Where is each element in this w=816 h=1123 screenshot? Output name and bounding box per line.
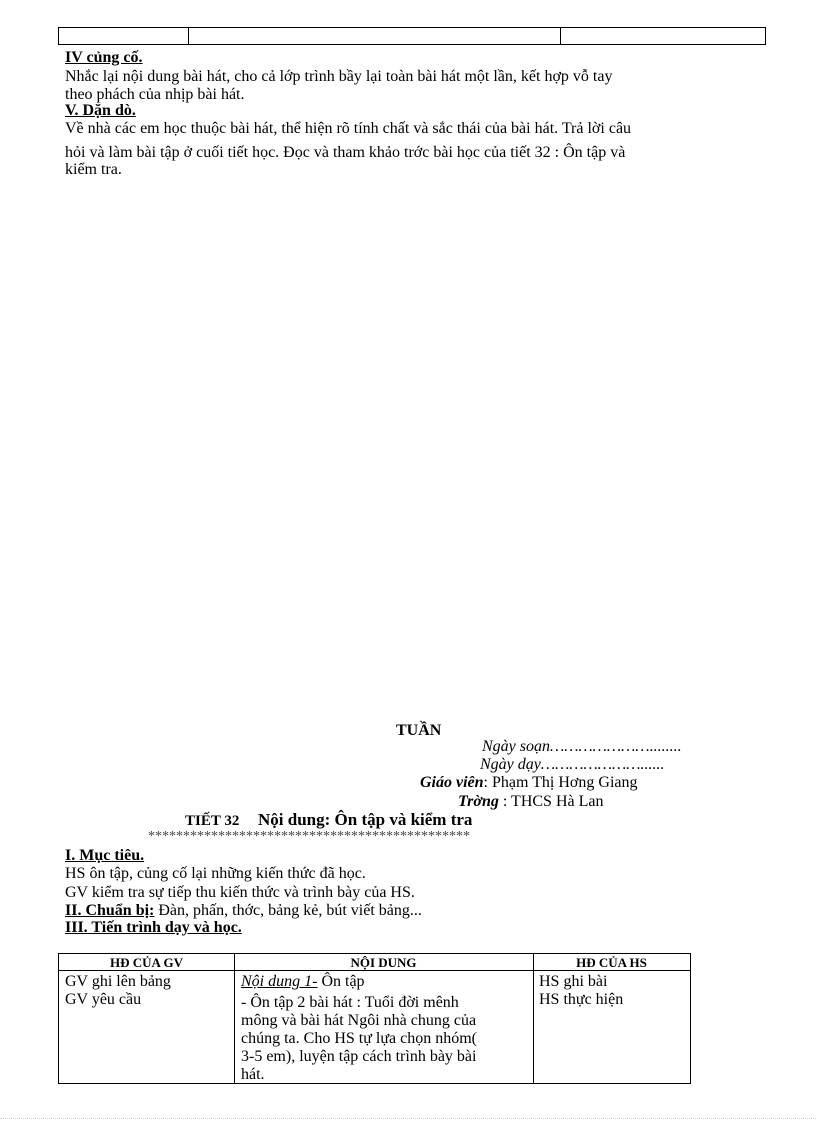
teacher-line xyxy=(420,774,637,792)
objectives-heading: I. Mục tiêu. xyxy=(65,847,145,864)
preparation-line xyxy=(65,902,422,919)
school-name: : THCS Hà Lan xyxy=(498,793,604,810)
lesson-table xyxy=(58,953,691,1084)
table-divider xyxy=(188,28,189,44)
column-header-hs: HĐ CỦA HS xyxy=(576,955,647,970)
objective-item: GV kiểm tra sự tiếp thu kiến thức và trình bày của HS. xyxy=(65,884,415,901)
section-v-text: kiểm tra. xyxy=(65,161,122,178)
column-header-gv: HĐ CỦA GV xyxy=(110,955,183,970)
content-text: hát. xyxy=(241,1066,265,1083)
school-label: Trờng xyxy=(458,793,499,810)
table-divider xyxy=(533,954,534,1083)
preparation-heading: II. Chuẩn bị: xyxy=(65,902,155,919)
gv-activity: GV yêu cầu xyxy=(65,991,142,1008)
content-text: chúng ta. Cho HS tự lựa chọn nhóm( xyxy=(241,1030,477,1047)
table-divider xyxy=(234,954,235,1083)
section-iv-heading: IV củng cố. xyxy=(65,49,143,66)
school-line xyxy=(458,793,603,811)
top-table-fragment xyxy=(58,27,766,45)
preparation-text: Đàn, phấn, thớc, bảng kẻ, bút viết bảng... xyxy=(154,902,422,919)
date-taught: Ngày dạy…………………...... xyxy=(480,756,665,773)
date-prepared: Ngày soạn…………………........ xyxy=(482,738,682,755)
content-text: 3-5 em), luyện tập cách trình bày bài xyxy=(241,1048,477,1065)
week-label: TUẦN xyxy=(396,722,442,739)
content-text: mông và bài hát Ngôi nhà chung của xyxy=(241,1012,477,1029)
section-v-text: hỏi và làm bài tập ở cuối tiết học. Đọc và tham khảo trớc bài học của tiết 32 : Ôn tập và xyxy=(65,144,626,161)
hs-activity: HS ghi bài xyxy=(539,973,608,990)
process-heading: III. Tiến trình dạy và học. xyxy=(65,919,242,936)
table-header-rule xyxy=(59,970,690,971)
section-v-text: Về nhà các em học thuộc bài hát, thể hiện rõ tính chất và sắc thái của bài hát. Trả lời câu xyxy=(65,120,632,137)
content-text: - Ôn tập 2 bài hát : Tuổi đời mênh xyxy=(241,994,459,1011)
content-item-title: Ôn tập xyxy=(317,973,365,990)
section-v-heading: V. Dặn dò. xyxy=(65,102,136,119)
column-header-content: NỘI DUNG xyxy=(350,955,417,970)
lesson-number: TIẾT 32 xyxy=(185,813,240,829)
teacher-name: : Phạm Thị Hơng Giang xyxy=(483,774,638,791)
page-bottom-rule xyxy=(0,1118,816,1119)
gv-activity: GV ghi lên bảng xyxy=(65,973,171,990)
content-heading-line xyxy=(241,973,365,991)
teacher-label: Giáo viên xyxy=(420,774,484,791)
content-title: Ôn tập và kiểm tra xyxy=(334,810,473,829)
lesson-content-title xyxy=(258,810,472,830)
content-item-label: Nội dung 1- xyxy=(241,973,318,990)
hs-activity: HS thực hiện xyxy=(539,991,624,1008)
content-label: Nội dung: xyxy=(258,810,331,829)
star-divider: ********************************************** xyxy=(148,829,470,844)
section-iv-text: Nhắc lại nội dung bài hát, cho cả lớp trình bầy lại toàn bài hát một lần, kết hợp vỗ tay xyxy=(65,68,613,85)
table-divider xyxy=(560,28,561,44)
section-iv-text: theo phách của nhịp bài hát. xyxy=(65,86,245,103)
objective-item: HS ôn tập, củng cố lại những kiến thức đã học. xyxy=(65,865,366,882)
